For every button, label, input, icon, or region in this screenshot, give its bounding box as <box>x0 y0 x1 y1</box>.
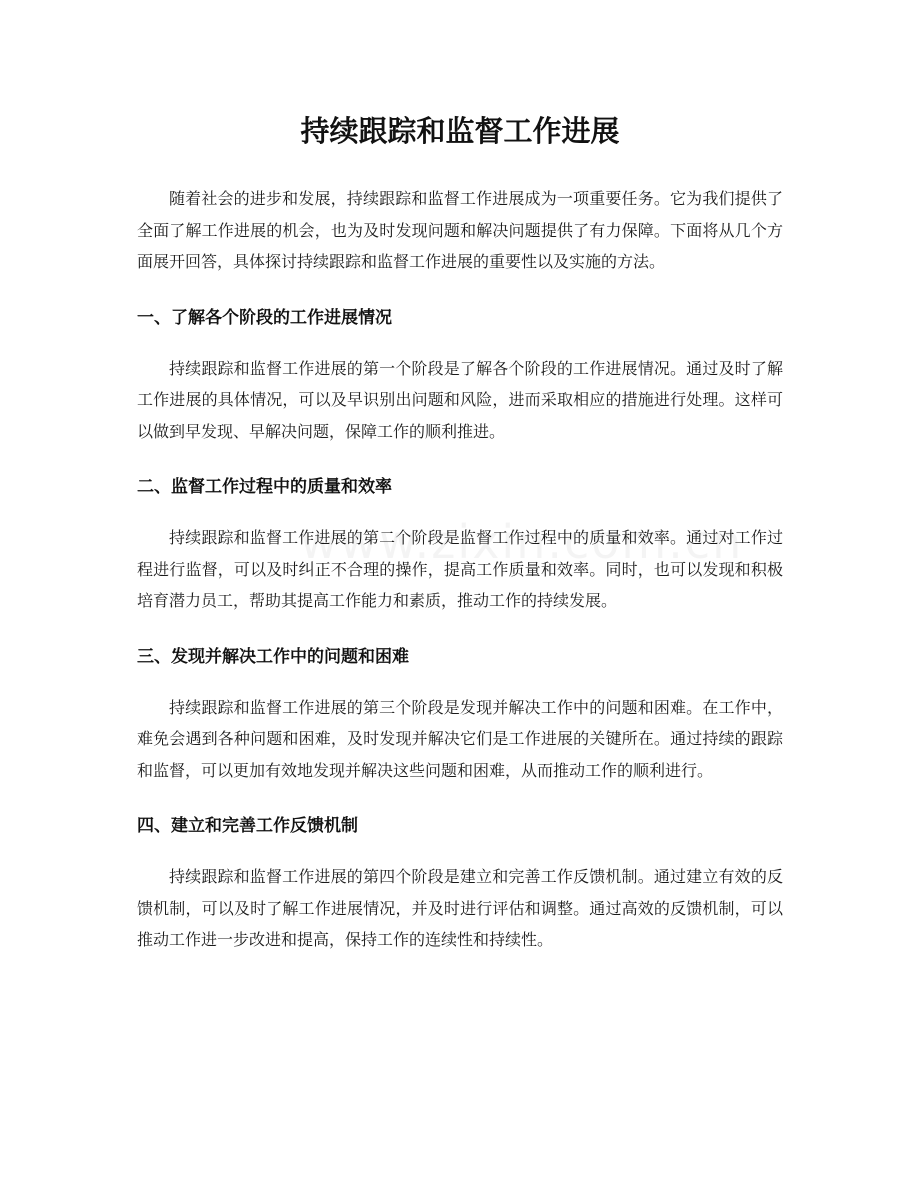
section-heading-3: 三、发现并解决工作中的问题和困难 <box>137 646 409 667</box>
intro-paragraph: 随着社会的进步和发展，持续跟踪和监督工作进展成为一项重要任务。它为我们提供了全面了解工作进展的机会，也为及时发现问题和解决问题提供了有力保障。下面将从几个方面展开回答，具体探讨持续跟踪和监督工作进展的重要性以及实施的方法。 <box>137 189 783 271</box>
section-body-2: 持续跟踪和监督工作进展的第二个阶段是监督工作过程中的质量和效率。通过对工作过程进行监督，可以及时纠正不合理的操作，提高工作质量和效率。同时，也可以发现和积极培育潜力员工，帮助其提高工作能力和素质，推动工作的持续发展。 <box>137 528 783 610</box>
section-body-4: 持续跟踪和监督工作进展的第四个阶段是建立和完善工作反馈机制。通过建立有效的反馈机制，可以及时了解工作进展情况，并及时进行评估和调整。通过高效的反馈机制，可以推动工作进一步改进和提高，保持工作的连续性和持续性。 <box>137 867 783 949</box>
section-body-1: 持续跟踪和监督工作进展的第一个阶段是了解各个阶段的工作进展情况。通过及时了解工作进展的具体情况，可以及早识别出问题和风险，进而采取相应的措施进行处理。这样可以做到早发现、早解决问题，保障工作的顺利推进。 <box>137 358 783 441</box>
section-heading-2: 二、监督工作过程中的质量和效率 <box>137 477 392 497</box>
page-title: 持续跟踪和监督工作进展 <box>300 114 620 148</box>
section-heading-1: 一、了解各个阶段的工作进展情况 <box>137 307 392 328</box>
section-heading-4: 四、建立和完善工作反馈机制 <box>137 816 358 836</box>
section-body-3: 持续跟踪和监督工作进展的第三个阶段是发现并解决工作中的问题和困难。在工作中，难免会遇到各种问题和困难，及时发现并解决它们是工作进展的关键所在。通过持续的跟踪和监督，可以更加有效地发现并解决这些问题和困难，从而推动工作的顺利进行。 <box>137 697 783 780</box>
document-body <box>137 183 783 956</box>
